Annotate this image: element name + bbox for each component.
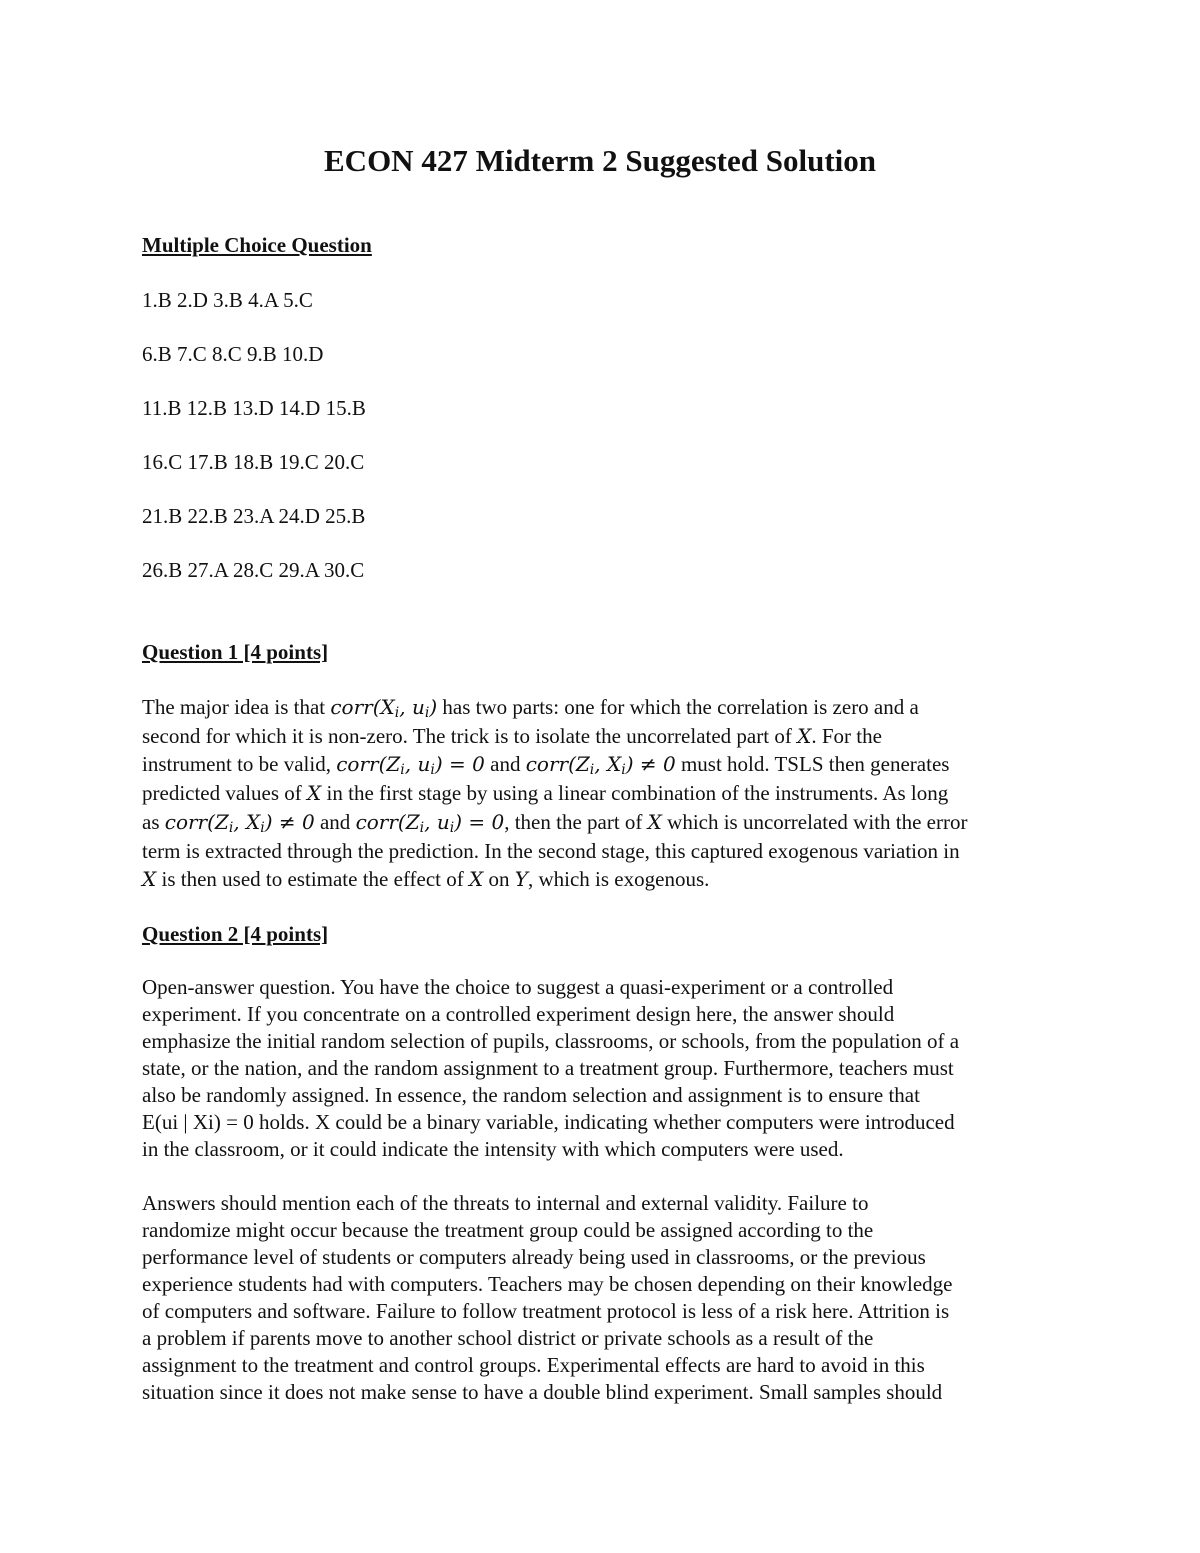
- text: . For the: [811, 724, 882, 748]
- text-line: [142, 837, 1062, 865]
- text-line: experience students had with computers. Teachers may be chosen depending on their knowledge: [142, 1272, 953, 1296]
- text-line: performance level of students or computers already being used in classrooms, or the previous: [142, 1245, 926, 1269]
- text-line: E(ui | Xi) = 0 holds. X could be a binary variable, indicating whether computers were introduced: [142, 1110, 955, 1134]
- text-line: of computers and software. Failure to follow treatment protocol is less of a risk here. Attrition is: [142, 1299, 950, 1323]
- text: must hold. TSLS then generates: [675, 752, 950, 776]
- text: The major idea is that: [142, 695, 331, 719]
- answer-row: 16.C 17.B 18.B 19.C 20.C: [142, 450, 365, 474]
- mcq-heading: Multiple Choice Question: [142, 233, 372, 257]
- math-expression: $corr(Z_i$, $u_i) = 0$: [355, 810, 505, 836]
- text-line: emphasize the initial random selection of pupils, classrooms, or schools, from the population of a: [142, 1029, 960, 1053]
- text: , then the part of: [504, 810, 648, 834]
- text: which is uncorrelated with the error: [661, 810, 968, 834]
- text-line: also be randomly assigned. In essence, the random selection and assignment is to ensure that: [142, 1083, 920, 1107]
- text: on: [483, 867, 515, 891]
- answer-row: 11.B 12.B 13.D 14.D 15.B: [142, 396, 366, 420]
- question-1-answer: [142, 692, 1062, 893]
- text-line: situation since it does not make sense to have a double blind experiment. Small samples should: [142, 1380, 943, 1404]
- answer-row: 1.B 2.D 3.B 4.A 5.C: [142, 288, 313, 312]
- text: as: [142, 810, 165, 834]
- text-line: randomize might occur because the treatment group could be assigned according to the: [142, 1218, 874, 1242]
- math-symbol: Y: [514, 867, 528, 891]
- text: has two parts: one for which the correlation is zero and a: [437, 695, 919, 719]
- text-line: Answers should mention each of the threats to internal and external validity. Failure to: [142, 1191, 869, 1215]
- text-line: assignment to the treatment and control groups. Experimental effects are hard to avoid in this: [142, 1353, 925, 1377]
- math-expression: $corr(Z_i$, $X_i) \ne 0$: [525, 752, 676, 778]
- text: is then used to estimate the effect of: [156, 867, 470, 891]
- answer-row: 26.B 27.A 28.C 29.A 30.C: [142, 558, 365, 582]
- question-2-heading: Question 2 [4 points]: [142, 922, 329, 946]
- text: second for which it is non-zero. The trick is to isolate the uncorrelated part of: [142, 724, 798, 748]
- document-title: ECON 427 Midterm 2 Suggested Solution: [324, 143, 876, 178]
- answer-row: 21.B 22.B 23.A 24.D 25.B: [142, 504, 366, 528]
- text: and: [314, 810, 356, 834]
- answer-row: 6.B 7.C 8.C 9.B 10.D: [142, 342, 324, 366]
- text-line: [142, 808, 1062, 837]
- text: in the first stage by using a linear combination of the instruments. As long: [321, 781, 949, 805]
- text-line: [142, 865, 1062, 893]
- text: predicted values of: [142, 781, 308, 805]
- math-symbol: X: [307, 781, 322, 805]
- math-symbol: X: [142, 867, 157, 891]
- math-symbol: X: [647, 810, 662, 834]
- text-line: [142, 692, 1062, 722]
- math-symbol: X: [469, 867, 484, 891]
- text-line: [142, 779, 1062, 808]
- question-2-answer-paragraph-1: [142, 974, 1062, 1163]
- text-line: Open-answer question. You have the choice to suggest a quasi-experiment or a controlled: [142, 975, 894, 999]
- text-line: a problem if parents move to another school district or private schools as a result of the: [142, 1326, 874, 1350]
- text-line: experiment. If you concentrate on a controlled experiment design here, the answer should: [142, 1002, 895, 1026]
- math-expression: $corr(Z_i$, $X_i) \ne 0$: [164, 810, 315, 836]
- text-line: in the classroom, or it could indicate the intensity with which computers were used.: [142, 1137, 844, 1161]
- math-symbol: X: [797, 724, 812, 748]
- text: , which is exogenous.: [527, 867, 710, 891]
- text: instrument to be valid,: [142, 752, 337, 776]
- text: term is extracted through the prediction. In the second stage, this captured exogenous variation in: [142, 839, 960, 863]
- text-line: [142, 750, 1062, 779]
- text: and: [484, 752, 526, 776]
- question-2-answer-paragraph-2: [142, 1190, 1062, 1406]
- math-expression: $corr(X_i$, $u_i$): [330, 695, 438, 721]
- text-line: state, or the nation, and the random assignment to a treatment group. Furthermore, teachers must: [142, 1056, 954, 1080]
- math-expression: $corr(Z_i$, $u_i) = 0$: [336, 752, 485, 778]
- question-1-heading: Question 1 [4 points]: [142, 640, 329, 664]
- text-line: [142, 722, 1062, 750]
